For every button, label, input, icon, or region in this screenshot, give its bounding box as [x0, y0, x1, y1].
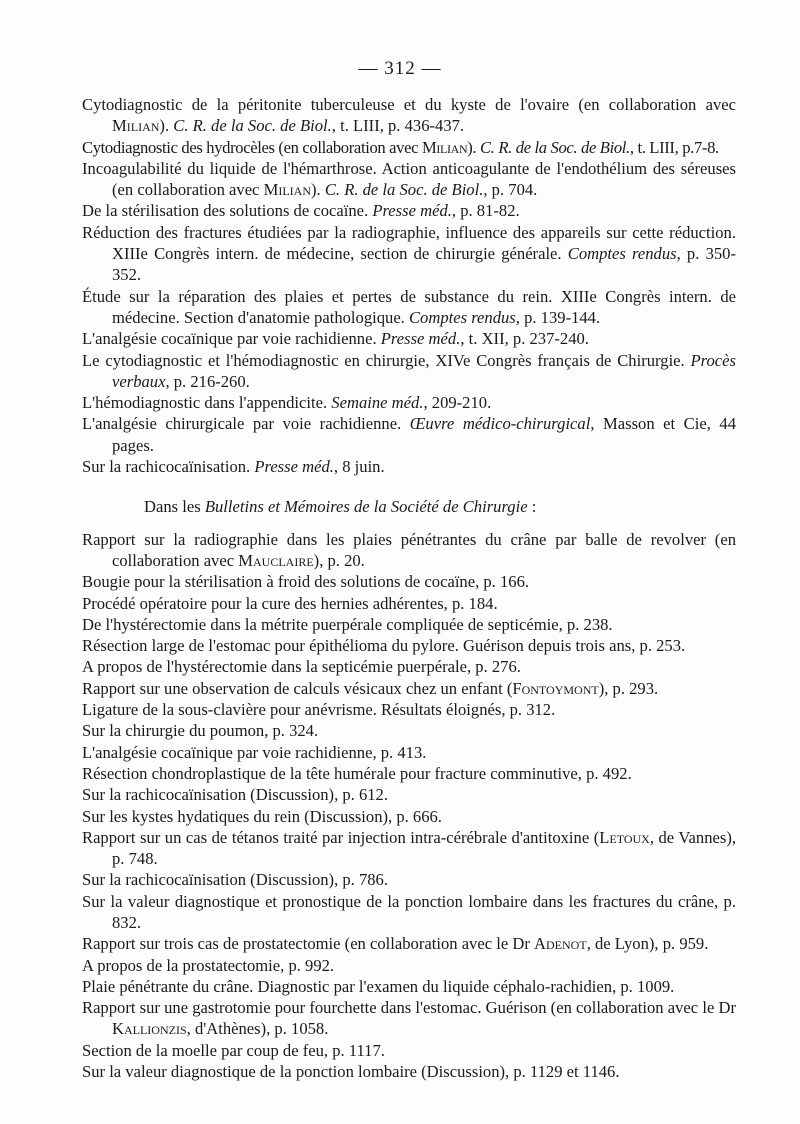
entry-text: Rapport sur trois cas de prostatectomie (en collaboration avec le Dr: [82, 934, 535, 954]
entry-text: Cytodiagnostic de la péritonite tuberculeuse et du kyste de l'ovaire (en collaboration avec: [82, 95, 736, 114]
bibliography-entry-plaie-crane: [82, 976, 736, 997]
entry-text: Réduction des fractures étudiées par la radiographie, influence des appareils sur cette réduction. XIIIe Congrès intern. de médecine, section de chirurgie générale.: [82, 222, 736, 264]
entry-text: Incoagulabilité du liquide de l'hémarthrose. Action anticoagulante de l'endothélium des séreuses (en collaboration avec: [82, 158, 736, 200]
entry-text: , p. 704.: [483, 180, 538, 200]
bibliography-entry-resection-estomac: [82, 635, 736, 656]
bibliography-entry-reduction-fractures: [82, 222, 736, 286]
entry-text: A propos de la prostatectomie, p. 992.: [82, 955, 335, 975]
bibliography-entry-chirurgie-poumon: [82, 720, 736, 741]
entry-text: Dans les: [144, 497, 205, 517]
bibliography-entry-resection-chondroplastique: [82, 763, 736, 784]
bibliography-entry-rachicocainisation-presse: [82, 456, 736, 477]
bibliography-entry-section-moelle: [82, 1040, 736, 1061]
entry-text: Résection chondroplastique de la tête humérale pour fracture comminutive, p. 492.: [82, 763, 632, 783]
entry-text: Sur la rachicocaïnisation (Discussion), p. 786.: [82, 870, 388, 890]
bibliography-text: [82, 94, 736, 1082]
entry-text: :: [527, 497, 537, 517]
entry-text: ), p. 20.: [313, 550, 365, 570]
entry-text: Sur la rachicocaïnisation (Discussion), p. 612.: [82, 785, 388, 805]
bibliography-entry-cyto-hydroceles: [82, 137, 736, 158]
author-name: Kallionzis: [112, 1019, 187, 1039]
entry-text: ).: [159, 116, 174, 136]
bibliography-list-bulletins: [82, 529, 736, 1083]
entry-text: Procédé opératoire pour la cure des hernies adhérentes, p. 184.: [82, 593, 498, 613]
entry-text: , t. XII, p. 237-240.: [460, 329, 589, 349]
author-name: Milian: [263, 180, 311, 200]
entry-text: , t. LIII, p.7-8.: [629, 137, 719, 157]
entry-text: Étude sur la réparation des plaies et pertes de substance du rein. XIIIe Congrès intern. de médecine. Section d'anatomie pathologique.: [82, 286, 736, 327]
entry-text: Rapport sur la radiographie dans les plaies pénétrantes du crâne par balle de revolver (en collaboration avec: [82, 529, 736, 570]
entry-text: De la stérilisation des solutions de cocaïne.: [82, 201, 373, 221]
entry-text: ).: [311, 180, 325, 200]
entry-text: Rapport sur une observation de calculs vésicaux chez un enfant (: [82, 678, 513, 698]
italic-citation: Presse méd.: [254, 457, 334, 477]
entry-text: Sur la valeur diagnostique de la ponction lombaire (Discussion), p. 1129 et 1146.: [82, 1062, 620, 1082]
entry-text: ).: [467, 137, 481, 157]
bibliography-entry-hysterectomie-septicemie: [82, 656, 736, 677]
entry-text: , p. 350-352.: [112, 244, 736, 285]
entry-text: L'analgésie cocaïnique par voie rachidienne.: [82, 329, 381, 349]
italic-citation: Procès verbaux: [112, 350, 736, 391]
bibliography-entry-tetanos: [82, 827, 736, 870]
author-name: Mauclaire: [238, 550, 314, 570]
entry-text: Sur la chirurgie du poumon, p. 324.: [82, 721, 319, 741]
bibliography-entry-prostatectomie-propos: [82, 955, 736, 976]
bibliography-entry-procede-hernies: [82, 593, 736, 614]
entry-text: Sur les kystes hydatiques du rein (Discussion), p. 666.: [82, 806, 442, 826]
italic-citation: C. R. de la Soc. de Biol.: [173, 116, 332, 136]
entry-text: , t. LIII, p. 436-437.: [331, 116, 465, 136]
bibliography-entry-analgesie-bulletin: [82, 742, 736, 763]
entry-text: Sur la rachicocaïnisation.: [82, 457, 255, 477]
bibliography-entry-analgesie-presse: [82, 328, 736, 349]
bibliography-entry-bougie-sterilisation: [82, 571, 736, 592]
entry-text: , de Vannes), p. 748.: [112, 827, 736, 869]
italic-citation: Presse méd.: [380, 329, 461, 349]
entry-text: Plaie pénétrante du crâne. Diagnostic par l'examen du liquide céphalo-rachidien, p. 1009.: [82, 976, 675, 996]
entry-text: Rapport sur un cas de tétanos traité par injection intra-cérébrale d'antitoxine (: [82, 827, 600, 847]
entry-text: Bougie pour la stérilisation à froid des solutions de cocaïne, p. 166.: [82, 572, 530, 592]
bibliography-entry-incoagulabilite: [82, 158, 736, 201]
entry-text: , 209-210.: [423, 393, 492, 413]
bibliography-entry-cytodiagnostic-hemodiagnostic: [82, 350, 736, 393]
bibliography-entry-hemodiagnostic-appendicite: [82, 392, 736, 413]
section-heading: [82, 496, 736, 517]
bibliography-entry-rachicocainisation-786: [82, 869, 736, 890]
bibliography-entry-reparation-plaies: [82, 286, 736, 329]
entry-text: , p. 216-260.: [165, 371, 250, 391]
entry-text: Résection large de l'estomac pour épithélioma du pylore. Guérison depuis trois ans, p. 253.: [82, 636, 686, 656]
author-name: Letoux: [599, 827, 650, 847]
entry-text: Ligature de la sous-clavière pour anévrisme. Résultats éloignés, p. 312.: [82, 700, 556, 720]
author-name: Fontoymont: [512, 678, 599, 698]
entry-text: , Masson et Cie, 44 pages.: [112, 414, 736, 455]
bibliography-entry-kystes-hydatiques: [82, 806, 736, 827]
entry-text: L'hémodiagnostic dans l'appendicite.: [82, 393, 332, 413]
italic-citation: Œuvre médico-chirurgical: [409, 414, 591, 434]
italic-citation: Bulletins et Mémoires de la Société de Chirurgie: [204, 497, 528, 517]
bibliography-entry-rapport-radiographie: [82, 529, 736, 572]
entry-text: Rapport sur une gastrotomie pour fourchette dans l'estomac. Guérison (en collaboration avec le Dr: [82, 998, 736, 1018]
italic-citation: Presse méd.: [372, 201, 452, 221]
page-number: — 312 —: [358, 58, 442, 79]
entry-text: , d'Athènes), p. 1058.: [186, 1019, 329, 1039]
entry-text: De l'hystérectomie dans la métrite puerpérale compliquée de septicémie, p. 238.: [82, 614, 613, 634]
author-name: Adenot: [534, 934, 587, 954]
entry-text: L'analgésie chirurgicale par voie rachidienne.: [82, 414, 410, 434]
bibliography-entry-cyto-peritonite: [82, 94, 736, 137]
bibliography-entry-ponction-discussion: [82, 1061, 736, 1082]
entry-text: A propos de l'hystérectomie dans la septicémie puerpérale, p. 276.: [82, 657, 521, 677]
italic-citation: C. R. de la Soc. de Biol.: [324, 180, 484, 200]
entry-text: Cytodiagnostic des hydrocèles (en collaboration avec: [82, 137, 422, 157]
entry-text: , de Lyon), p. 959.: [586, 934, 709, 954]
bibliography-entry-gastrotomie: [82, 997, 736, 1040]
entry-text: L'analgésie cocaïnique par voie rachidienne, p. 413.: [82, 742, 427, 762]
bibliography-entry-sterilisation-cocaine: [82, 200, 736, 221]
bibliography-entry-hysterectomie-metrite: [82, 614, 736, 635]
bibliography-entry-ligature-sous-claviere: [82, 699, 736, 720]
bibliography-list-1904: [82, 94, 736, 477]
entry-text: Sur la valeur diagnostique et pronostique de la ponction lombaire dans les fractures du crâne, p. 832.: [82, 891, 736, 932]
bibliography-entry-rachicocainisation-612: [82, 784, 736, 805]
entry-text: , 8 juin.: [333, 457, 385, 477]
entry-text: ), p. 293.: [598, 678, 659, 698]
italic-citation: Semaine méd.: [331, 393, 424, 413]
entry-text: Section de la moelle par coup de feu, p. 1117.: [82, 1040, 385, 1060]
entry-text: , p. 81-82.: [451, 201, 520, 221]
italic-citation: C. R. de la Soc. de Biol.: [480, 137, 630, 157]
italic-citation: Comptes rendus: [408, 307, 516, 327]
bibliography-entry-ponction-fractures: [82, 891, 736, 934]
bibliography-entry-prostatectomie-rapport: [82, 933, 736, 954]
entry-text: , p. 139-144.: [515, 307, 601, 327]
italic-citation: Comptes rendus: [567, 244, 677, 264]
bibliography-entry-calculs-vesicaux: [82, 678, 736, 699]
entry-text: Le cytodiagnostic et l'hémodiagnostic en chirurgie, XIVe Congrès français de Chirurgie.: [82, 350, 691, 370]
author-name: Milian: [421, 137, 468, 157]
bibliography-entry-analgesie-oeuvre: [82, 413, 736, 456]
author-name: Milian: [112, 116, 160, 136]
